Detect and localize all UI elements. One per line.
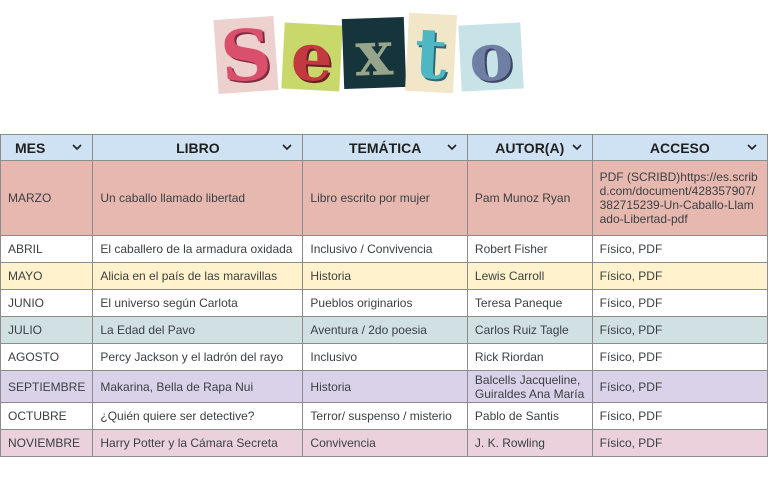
chevron-down-icon[interactable] [445, 140, 459, 154]
cell-tematica[interactable]: Libro escrito por mujer [303, 161, 467, 236]
table-row [1, 403, 768, 430]
cell-tematica[interactable]: Terror/ suspenso / misterio [303, 403, 467, 430]
cell-mes[interactable]: AGOSTO [1, 344, 93, 371]
logo-letter-t: t [405, 13, 457, 93]
cell-acceso[interactable]: PDF (SCRIBD)https://es.scribd.com/document/428357907/382715239-Un-Caballo-Llamado-Libertad-pdf [592, 161, 767, 236]
table-row [1, 371, 768, 403]
cell-acceso[interactable]: Físico, PDF [592, 371, 767, 403]
chevron-down-icon[interactable] [280, 140, 294, 154]
cell-libro[interactable]: Un caballo llamado libertad [93, 161, 303, 236]
table-row [1, 263, 768, 290]
cell-autor[interactable]: Lewis Carroll [467, 263, 592, 290]
cell-libro[interactable]: Harry Potter y la Cámara Secreta [93, 430, 303, 457]
logo-letter-e: e [281, 23, 342, 92]
cell-libro[interactable]: La Edad del Pavo [93, 317, 303, 344]
chevron-down-icon[interactable] [570, 140, 584, 154]
cell-libro[interactable]: El caballero de la armadura oxidada [93, 236, 303, 263]
column-header-acceso[interactable]: ACCESO [592, 135, 767, 161]
cell-libro[interactable]: ¿Quién quiere ser detective? [93, 403, 303, 430]
cell-libro[interactable]: Makarina, Bella de Rapa Nui [93, 371, 303, 403]
cell-mes[interactable]: JULIO [1, 317, 93, 344]
cell-acceso[interactable]: Físico, PDF [592, 236, 767, 263]
cell-acceso[interactable]: Físico, PDF [592, 263, 767, 290]
chevron-down-icon[interactable] [745, 140, 759, 154]
cell-tematica[interactable]: Historia [303, 263, 467, 290]
cell-mes[interactable]: NOVIEMBRE [1, 430, 93, 457]
cell-libro[interactable]: Percy Jackson y el ladrón del rayo [93, 344, 303, 371]
table-row [1, 161, 768, 236]
cell-mes[interactable]: MAYO [1, 263, 93, 290]
cell-tematica[interactable]: Pueblos originarios [303, 290, 467, 317]
table-row [1, 317, 768, 344]
cell-mes[interactable]: MARZO [1, 161, 93, 236]
column-header-tematica[interactable]: TEMÁTICA [303, 135, 467, 161]
cell-autor[interactable]: Pablo de Santis [467, 403, 592, 430]
chevron-down-icon[interactable] [70, 140, 84, 154]
cell-acceso[interactable]: Físico, PDF [592, 344, 767, 371]
reading-plan-table [0, 134, 768, 457]
cell-tematica[interactable]: Historia [303, 371, 467, 403]
cell-mes[interactable]: JUNIO [1, 290, 93, 317]
cell-mes[interactable]: SEPTIEMBRE [1, 371, 93, 403]
logo-letter-x: x [342, 17, 406, 89]
cell-autor[interactable]: J. K. Rowling [467, 430, 592, 457]
table-row [1, 344, 768, 371]
cell-tematica[interactable]: Inclusivo [303, 344, 467, 371]
header-row [1, 135, 768, 161]
logo-letter-s: S [213, 16, 278, 94]
cell-autor[interactable]: Carlos Ruiz Tagle [467, 317, 592, 344]
cell-acceso[interactable]: Físico, PDF [592, 317, 767, 344]
column-header-mes[interactable]: MES [1, 135, 93, 161]
cell-tematica[interactable]: Inclusivo / Convivencia [303, 236, 467, 263]
cell-autor[interactable]: Robert Fisher [467, 236, 592, 263]
cell-libro[interactable]: Alicia en el país de las maravillas [93, 263, 303, 290]
table-row [1, 290, 768, 317]
cell-acceso[interactable]: Físico, PDF [592, 403, 767, 430]
cell-tematica[interactable]: Aventura / 2do poesia [303, 317, 467, 344]
logo-letter-o: o [458, 22, 523, 91]
cell-autor[interactable]: Teresa Paneque [467, 290, 592, 317]
sexto-logo [0, 0, 768, 120]
cell-acceso[interactable]: Físico, PDF [592, 430, 767, 457]
table-row [1, 236, 768, 263]
cell-tematica[interactable]: Convivencia [303, 430, 467, 457]
cell-mes[interactable]: OCTUBRE [1, 403, 93, 430]
cell-autor[interactable]: Rick Riordan [467, 344, 592, 371]
cell-autor[interactable]: Balcells Jacqueline, Guiraldes Ana María [467, 371, 592, 403]
column-header-libro[interactable]: LIBRO [93, 135, 303, 161]
cell-libro[interactable]: El universo según Carlota [93, 290, 303, 317]
column-header-autor[interactable]: AUTOR(A) [467, 135, 592, 161]
cell-mes[interactable]: ABRIL [1, 236, 93, 263]
cell-autor[interactable]: Pam Munoz Ryan [467, 161, 592, 236]
cell-acceso[interactable]: Físico, PDF [592, 290, 767, 317]
table-row [1, 430, 768, 457]
